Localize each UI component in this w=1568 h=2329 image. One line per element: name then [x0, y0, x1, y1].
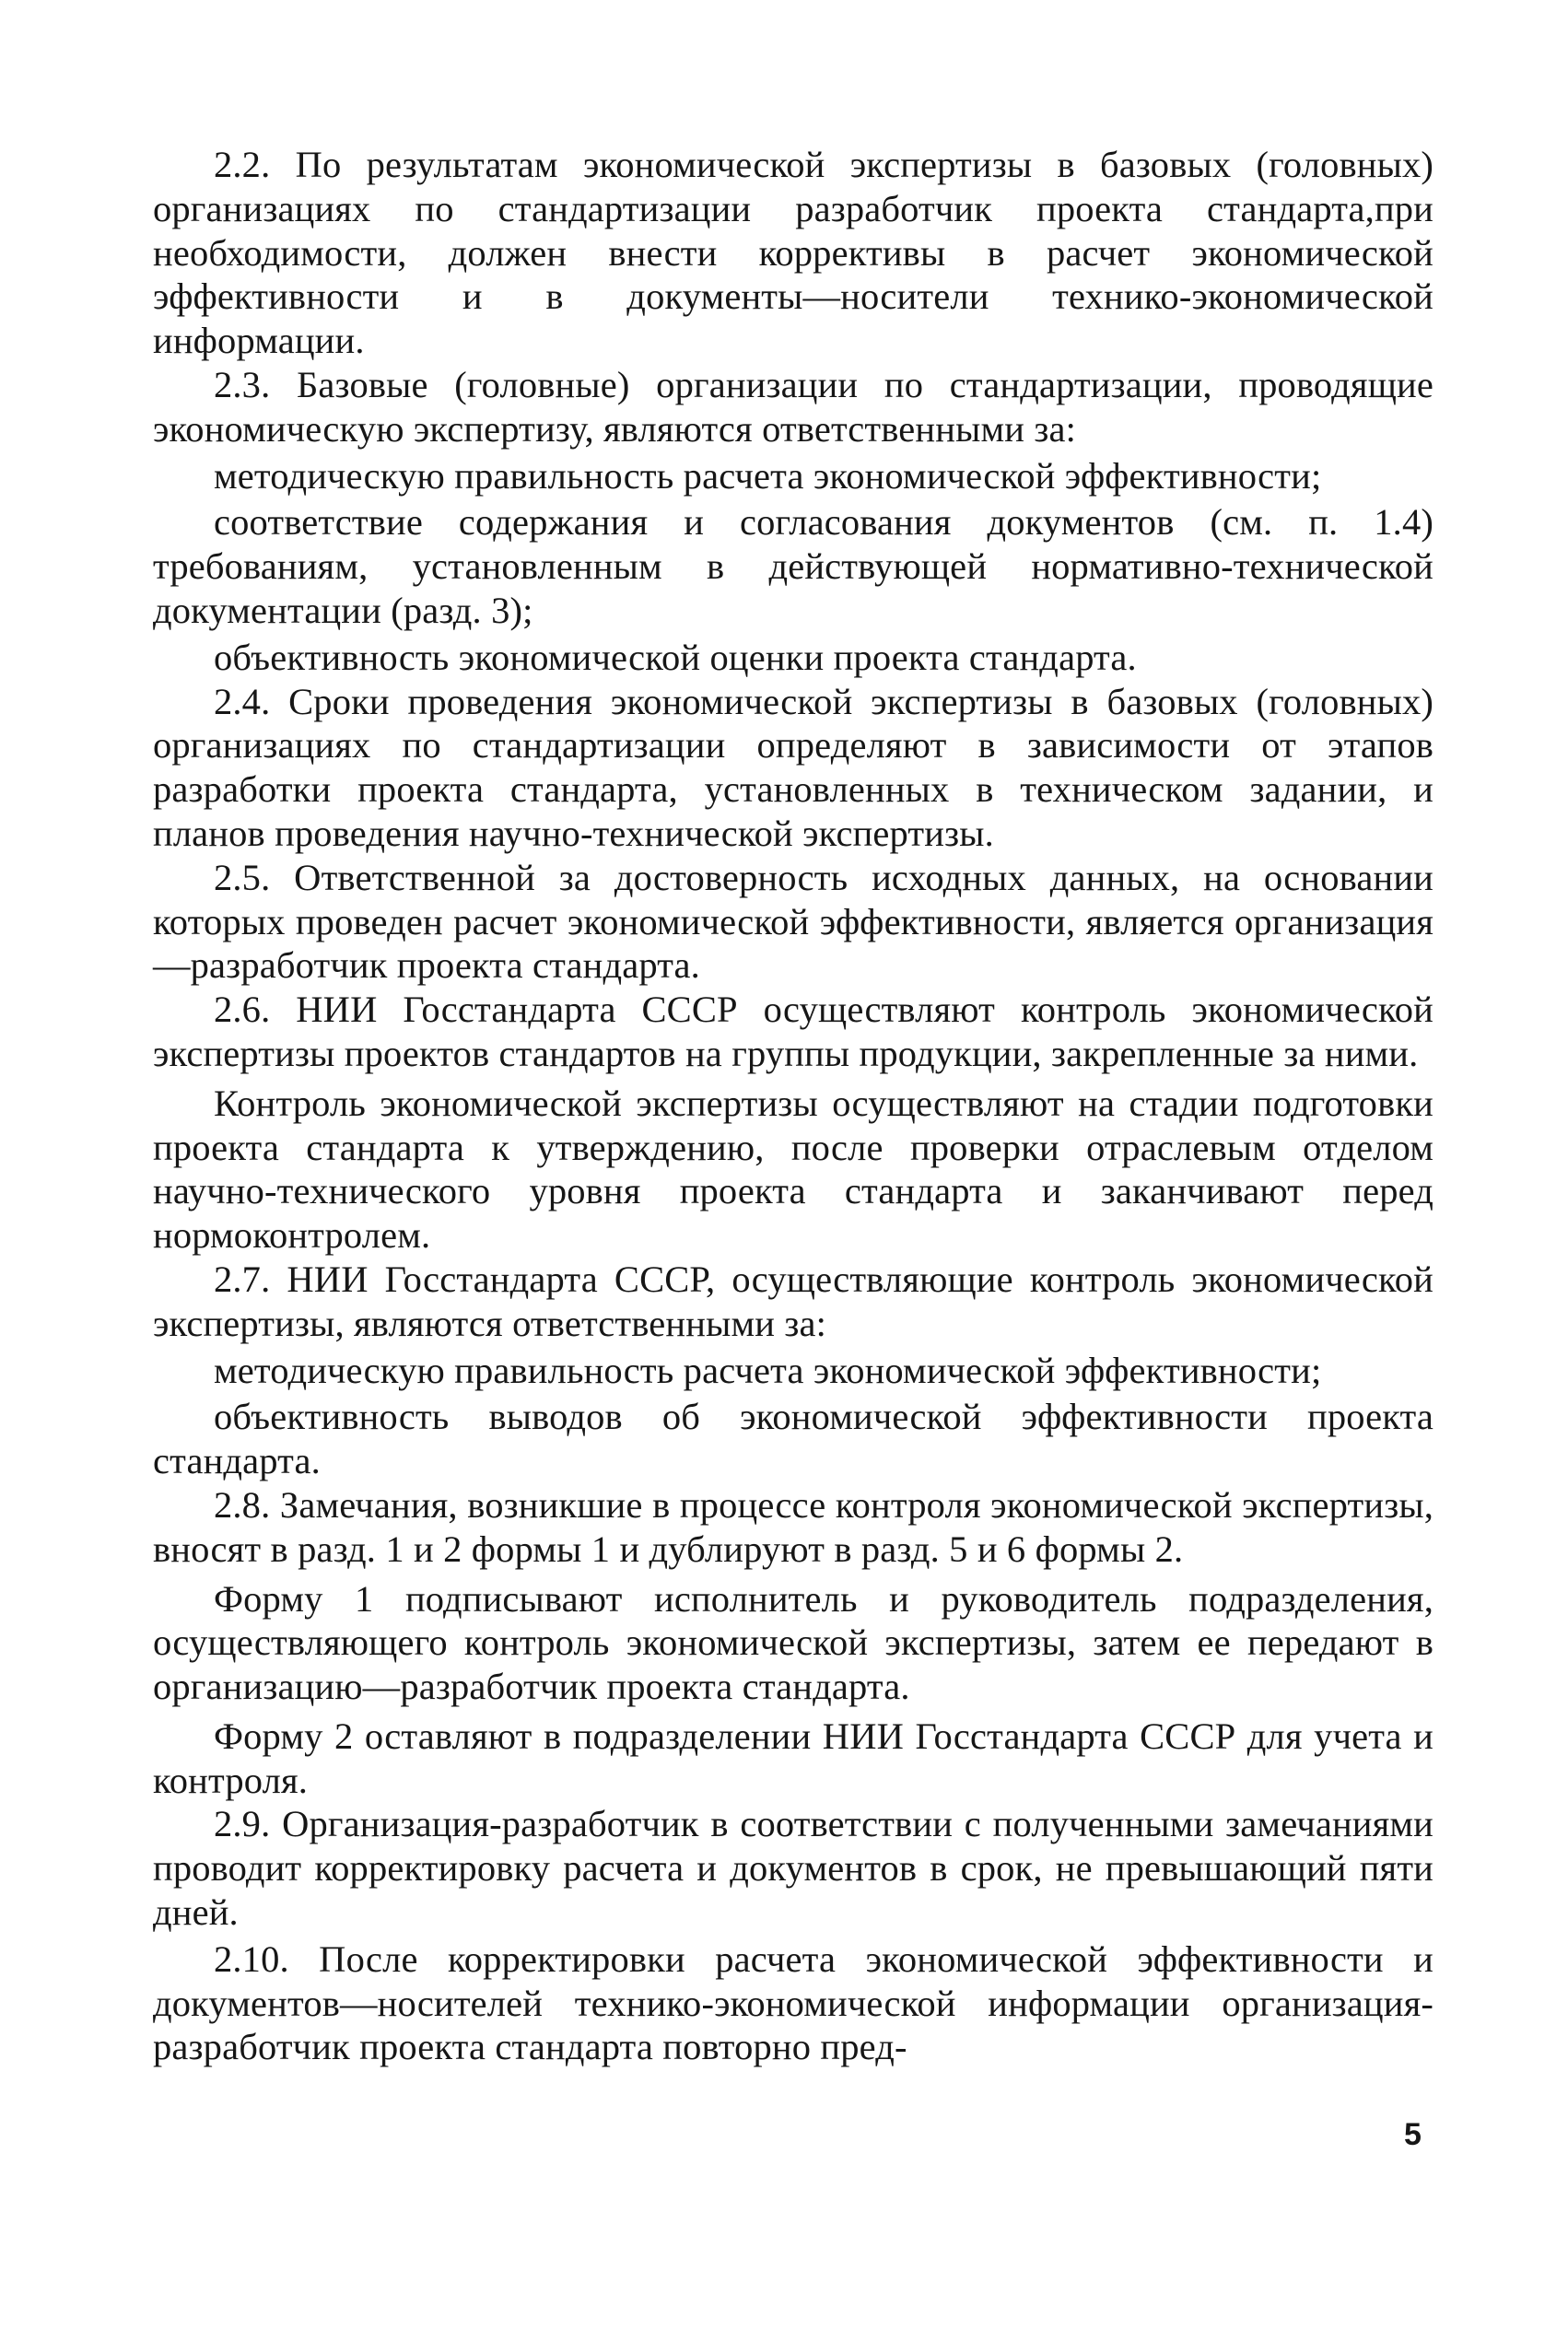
paragraph-2-6: 2.6. НИИ Госстандарта СССР осуществляют контроль экономической экспертизы проектов стандартов на группы продукции, закрепленные за ними. — [153, 989, 1433, 1074]
paragraph-form-2: Форму 2 оставляют в подразделении НИИ Госстандарта СССР для учета и контроля. — [153, 1715, 1433, 1801]
list-item: методическую правильность расчета экономической эффективности; — [214, 1349, 1322, 1391]
page-number: 5 — [1404, 2117, 1422, 2152]
paragraph-form-1: Форму 1 подписывают исполнитель и руководитель подразделения, осуществляющего контроль экономической экспертизы, затем ее передают в организацию—разработчик проекта стандарта. — [153, 1577, 1433, 1708]
paragraph-2-10: 2.10. После корректировки расчета экономической эффективности и документов—носителей технико-экономической информации организация-разработчик проекта стандарта повторно пред- — [153, 1937, 1433, 2068]
paragraph-2-7: 2.7. НИИ Госстандарта СССР, осуществляющие контроль экономической экспертизы, являются ответственными за: — [153, 1258, 1433, 1344]
paragraph-2-9: 2.9. Организация-разработчик в соответствии с полученными замечаниями проводит корректировку расчета и документов в срок, не превышающий пяти дней. — [153, 1803, 1433, 1934]
list-item: объективность выводов об экономической эффективности проекта стандарта. — [153, 1396, 1433, 1482]
list-item: объективность экономической оценки проекта стандарта. — [214, 636, 1137, 678]
paragraph-2-2: 2.2. По результатам экономической экспертизы в базовых (головных) организациях по стандартизации разработчик проекта стандарта,при необходимости, должен внести коррективы в расчет экономической эффективности и в документы—носители технико-экономической информации. — [153, 144, 1433, 362]
paragraph-2-5: 2.5. Ответственной за достоверность исходных данных, на основании которых проведен расчет экономической эффективности, является организация—разработчик проекта стандарта. — [153, 856, 1433, 987]
paragraph-2-3: 2.3. Базовые (головные) организации по стандартизации, проводящие экономическую экспертизу, являются ответственными за: — [153, 363, 1433, 450]
paragraph-control: Контроль экономической экспертизы осуществляют на стадии подготовки проекта стандарта к утверждению, после проверки отраслевым отделом научно-технического уровня проекта стандарта и заканчивают перед нормоконтролем. — [153, 1082, 1433, 1257]
list-item: методическую правильность расчета экономической эффективности; — [214, 454, 1322, 497]
paragraph-2-4: 2.4. Сроки проведения экономической экспертизы в базовых (головных) организациях по стандартизации определяют в зависимости от этапов разработки проекта стандарта, установленных в техническом задании, и планов проведения научно-технической экспертизы. — [153, 680, 1433, 854]
paragraph-2-8: 2.8. Замечания, возникшие в процессе контроля экономической экспертизы, вносят в разд. 1 и 2 формы 1 и дублируют в разд. 5 и 6 формы 2. — [153, 1483, 1433, 1570]
page-body — [153, 143, 1433, 2069]
list-item: соответствие содержания и согласования документов (см. п. 1.4) требованиям, установленным в действующей нормативно-технической документации (разд. 3); — [153, 501, 1433, 631]
